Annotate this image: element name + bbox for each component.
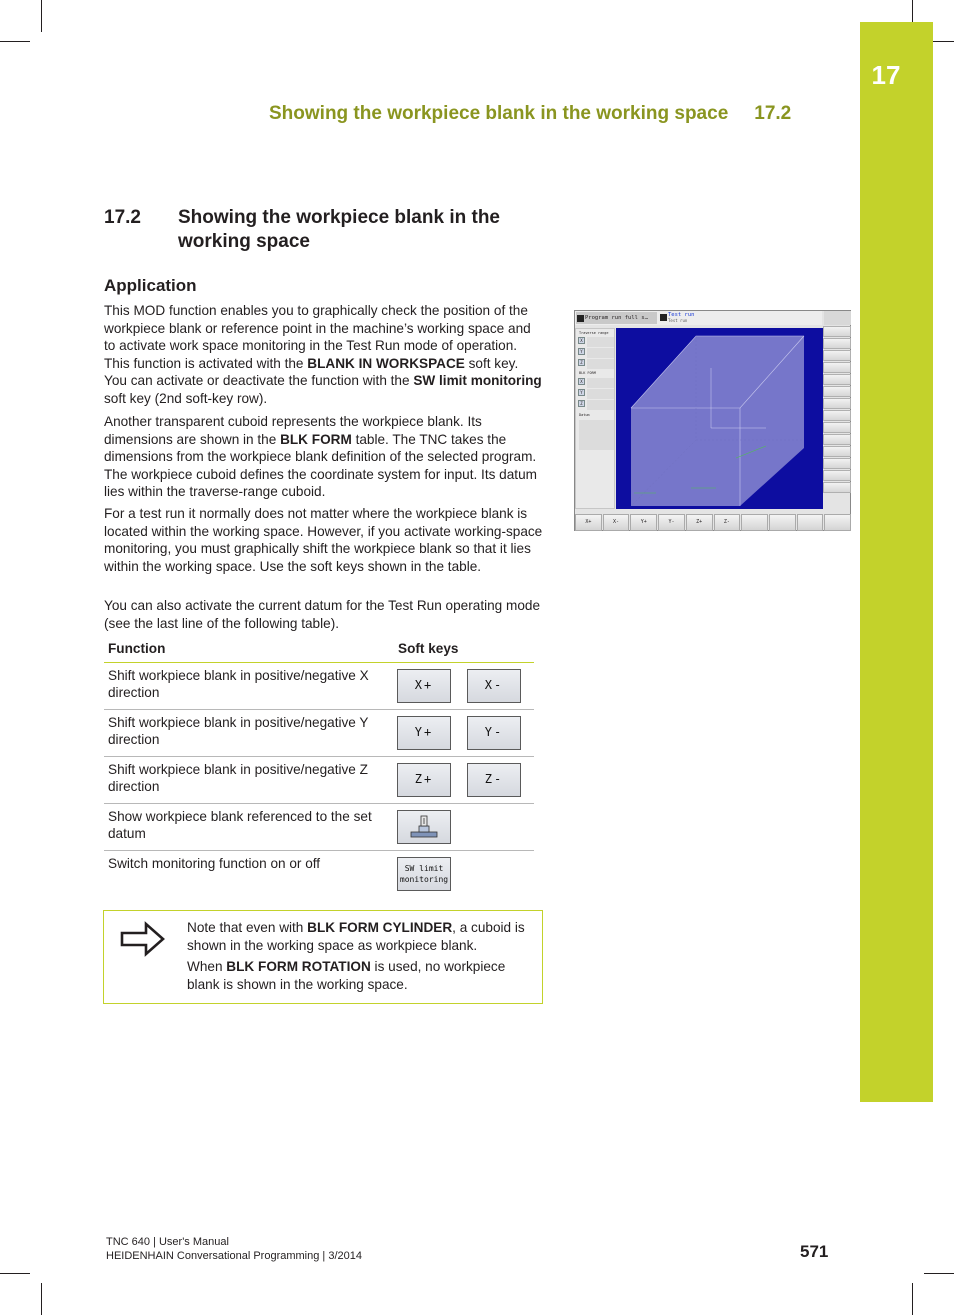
softkey[interactable] <box>823 482 851 493</box>
section-title: Showing the workpiece blank in the working space <box>178 207 500 252</box>
crop-mark <box>924 1273 954 1274</box>
table-row <box>104 710 534 757</box>
crop-mark <box>912 1283 913 1315</box>
footer <box>106 1235 362 1263</box>
value-cell <box>587 337 614 347</box>
tnc-right-softkeys <box>823 325 851 511</box>
softkey[interactable] <box>823 434 851 445</box>
tnc-mode-bar <box>575 311 822 325</box>
function-text: Shift workpiece blank in positive/negative Y direction <box>108 715 369 748</box>
tnc-bottom-softkeys <box>575 514 852 531</box>
softkey[interactable] <box>823 386 851 397</box>
table-row <box>104 804 534 851</box>
tnc-softkey-x-plus[interactable]: X+ <box>575 514 602 531</box>
note-text <box>187 919 532 997</box>
function-text: Shift workpiece blank in positive/negative Z direction <box>108 762 368 795</box>
crop-mark <box>0 1273 30 1274</box>
softkey[interactable] <box>823 422 851 433</box>
page-number: 571 <box>800 1242 829 1261</box>
axis-label: X <box>578 337 585 344</box>
tnc-mode-program-run: Program run full s… <box>576 312 657 324</box>
tnc-range-panel <box>575 328 615 509</box>
axis-label: Y <box>578 389 585 396</box>
crop-mark <box>41 1283 42 1315</box>
datum-values <box>579 420 614 450</box>
softkey[interactable] <box>823 398 851 409</box>
datum-icon <box>407 814 441 840</box>
crop-mark <box>912 0 913 22</box>
tnc-screenshot <box>574 310 851 531</box>
z-minus-softkey[interactable]: Z- <box>467 763 521 797</box>
tnc-softkey-z-minus[interactable]: Z- <box>714 514 741 531</box>
table-header <box>104 638 534 663</box>
softkey[interactable] <box>823 338 851 349</box>
value-cell <box>587 389 614 399</box>
softkey[interactable] <box>823 350 851 361</box>
function-text: Shift workpiece blank in positive/negative X direction <box>108 668 369 701</box>
softkey[interactable] <box>823 410 851 421</box>
tnc-softkey-x-minus[interactable]: X- <box>603 514 630 531</box>
axis-label: Y <box>578 348 585 355</box>
table-row <box>104 851 534 898</box>
tnc-softkey-y-minus[interactable]: Y- <box>658 514 685 531</box>
datum-softkey[interactable] <box>397 810 451 844</box>
panel-label: BLK FORM <box>579 371 596 375</box>
function-text: Switch monitoring function on or off <box>108 856 321 871</box>
paragraph: For a test run it normally does not matter where the workpiece blank is located within the working space. However, if you activate working-space monitoring, you must graphically shift the workpiece blank so that it lies within the working space. Use the soft keys shown in the table. <box>104 506 543 574</box>
section-number: 17.2 <box>104 207 141 228</box>
y-minus-softkey[interactable]: Y- <box>467 716 521 750</box>
header-function: Function <box>108 641 166 656</box>
running-header-number: 17.2 <box>754 103 792 124</box>
softkey[interactable] <box>823 470 851 481</box>
tnc-softkey-empty[interactable] <box>769 514 796 531</box>
sw-limit-monitoring-softkey[interactable]: SW limit monitoring <box>397 857 451 891</box>
axis-label: Z <box>578 359 585 366</box>
paragraph: You can also activate the current datum for the Test Run operating mode (see the last line of the following table). <box>104 598 541 631</box>
mode-icon <box>577 315 584 322</box>
value-cell <box>587 359 614 369</box>
chapter-number: 17 <box>871 60 901 90</box>
softkey[interactable] <box>823 374 851 385</box>
table-row <box>104 663 534 710</box>
value-cell <box>587 378 614 388</box>
value-cell <box>587 348 614 358</box>
axis-label: X <box>578 378 585 385</box>
tnc-softkey-z-plus[interactable]: Z+ <box>686 514 713 531</box>
note-box <box>103 910 543 1004</box>
tnc-mode-test-run: Test run Test run <box>659 312 759 324</box>
note-line: Note that even with BLK FORM CYLINDER, a cuboid is shown in the working space as workpiece blank. <box>187 920 525 953</box>
paragraph: Another transparent cuboid represents the workpiece blank. Its dimensions are shown in the BLK FORM table. The TNC takes the dimensions from the workpiece blank definition of the selected program. The workpiece cuboid defines the coordinate system for input. Its datum lies within the traverse-range cuboid. <box>104 414 537 500</box>
function-table <box>104 638 534 898</box>
tnc-softkey-datum[interactable] <box>741 514 768 531</box>
z-plus-softkey[interactable]: Z+ <box>397 763 451 797</box>
tnc-softkey-next-row[interactable] <box>824 514 851 531</box>
panel-label: Traverse range <box>579 331 609 335</box>
panel-label: Datum <box>579 413 590 417</box>
cuboid-graphic <box>616 328 823 509</box>
footer-line: TNC 640 | User's Manual <box>106 1236 229 1248</box>
y-plus-softkey[interactable]: Y+ <box>397 716 451 750</box>
note-line: When BLK FORM ROTATION is used, no workpiece blank is shown in the working space. <box>187 959 506 992</box>
tnc-clock <box>824 311 851 325</box>
running-header <box>269 103 791 125</box>
tnc-softkey-empty[interactable] <box>797 514 824 531</box>
arrow-right-icon <box>120 921 166 957</box>
running-header-title: Showing the workpiece blank in the working space <box>269 103 729 124</box>
chapter-tab <box>860 22 933 1102</box>
axis-label: Z <box>578 400 585 407</box>
subsection-title: Application <box>104 276 197 295</box>
tnc-softkey-y-plus[interactable]: Y+ <box>630 514 657 531</box>
softkey[interactable] <box>823 362 851 373</box>
x-plus-softkey[interactable]: X+ <box>397 669 451 703</box>
value-cell <box>587 400 614 410</box>
softkey[interactable] <box>823 326 851 337</box>
paragraph: This MOD function enables you to graphically check the position of the workpiece blank or reference point in the machine’s working space and to activate work space monitoring in the Test Run mode of operation. This function is activated with the BLANK IN WORKSPACE soft key. You can activate or deactivate the function with the SW limit monitoring soft key (2nd soft-key row). <box>104 303 542 406</box>
tnc-3d-view <box>616 328 823 509</box>
crop-mark <box>0 41 30 42</box>
footer-line: HEIDENHAIN Conversational Programming | 3/2014 <box>106 1250 362 1262</box>
function-text: Show workpiece blank referenced to the set datum <box>108 809 372 842</box>
softkey[interactable] <box>823 446 851 457</box>
x-minus-softkey[interactable]: X- <box>467 669 521 703</box>
table-row <box>104 757 534 804</box>
softkey[interactable] <box>823 458 851 469</box>
crop-mark <box>41 0 42 32</box>
header-softkeys: Soft keys <box>398 641 459 656</box>
mode-icon <box>660 314 667 321</box>
